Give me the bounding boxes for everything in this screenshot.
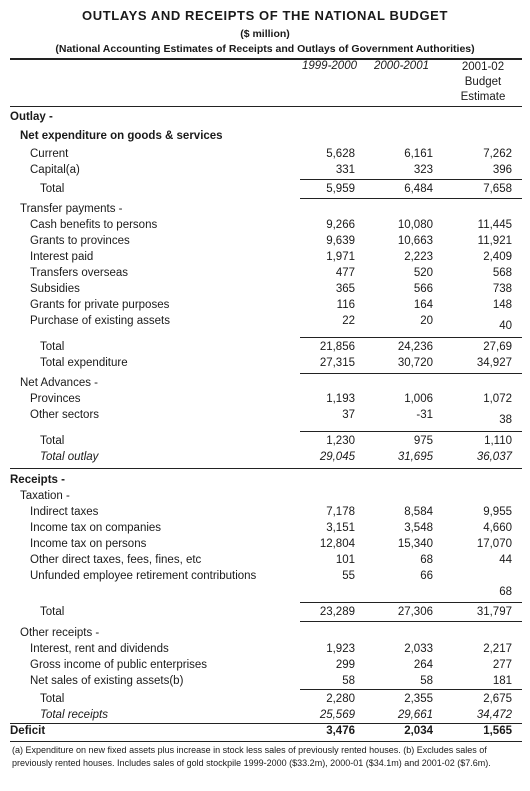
row-value-col2: 3,548	[404, 522, 433, 534]
row-label: Total receipts	[40, 709, 108, 721]
total-rule	[300, 337, 522, 338]
row-value-col2: 323	[413, 164, 433, 176]
table-row	[0, 586, 530, 602]
row-label: Interest paid	[30, 251, 94, 263]
table-row	[0, 451, 530, 467]
column-header-3-line3: Estimate	[460, 91, 506, 103]
table-row	[0, 148, 530, 164]
row-value-col1: 9,639	[326, 235, 355, 247]
row-value-col3: 2,409	[483, 251, 512, 263]
row-value-col3: 11,921	[477, 235, 512, 247]
row-value-col3: 7,658	[483, 183, 512, 195]
row-value-col2: 31,695	[397, 451, 433, 463]
row-label: Income tax on companies	[30, 522, 162, 534]
row-value-col2: 1,006	[404, 393, 433, 405]
row-value-col2: 6,484	[404, 183, 433, 195]
row-label: Other direct taxes, fees, fines, etc	[30, 554, 202, 566]
table-row	[0, 283, 530, 299]
row-value-col2: -31	[416, 409, 433, 421]
row-label: Cash benefits to persons	[30, 219, 158, 231]
row-value-col2: 975	[413, 435, 433, 447]
row-label: Total	[40, 341, 65, 353]
row-value-col2: 2,223	[404, 251, 433, 263]
table-row	[0, 341, 530, 357]
row-value-col3: 34,927	[476, 357, 512, 369]
row-label: Current	[30, 148, 69, 160]
row-value-col2: 20	[420, 315, 433, 327]
row-value-col1: 331	[335, 164, 355, 176]
row-label: Indirect taxes	[30, 506, 99, 518]
header-rule	[10, 58, 522, 60]
row-value-col3: 7,262	[483, 148, 512, 160]
table-row	[0, 251, 530, 267]
row-value-col2: 2,033	[404, 643, 433, 655]
total-rule	[300, 179, 522, 180]
total-rule	[300, 621, 522, 622]
row-label: Grants to provinces	[30, 235, 130, 247]
row-value-col3: 34,472	[476, 709, 512, 721]
row-value-col3: 44	[499, 554, 512, 566]
row-value-col2: 566	[413, 283, 433, 295]
row-label: Total outlay	[40, 451, 99, 463]
row-label: Income tax on persons	[30, 538, 147, 550]
row-label: Capital(a)	[30, 164, 80, 176]
table-row	[0, 554, 530, 570]
row-value-col3: 38	[499, 414, 512, 426]
table-row	[0, 111, 530, 127]
row-value-col1: 27,315	[319, 357, 355, 369]
bottom-rule	[10, 741, 522, 742]
row-value-col3: 1,110	[484, 435, 512, 447]
row-value-col2: 6,161	[404, 148, 433, 160]
header-bottom-rule	[10, 106, 522, 107]
row-value-col2: 164	[413, 299, 433, 311]
row-value-col3: 17,070	[476, 538, 512, 550]
row-value-col3: 1,072	[483, 393, 512, 405]
row-label: Other sectors	[30, 409, 100, 421]
row-label: Transfer payments -	[20, 203, 123, 215]
row-label: Receipts -	[10, 474, 65, 486]
table-row	[0, 538, 530, 554]
row-value-col1: 101	[335, 554, 355, 566]
row-value-col3: 27,69	[483, 341, 512, 353]
row-value-col3: 396	[492, 164, 512, 176]
row-label: Transfers overseas	[30, 267, 128, 279]
row-value-col1: 116	[336, 299, 355, 311]
row-value-col1: 3,151	[326, 522, 355, 534]
section-rule	[10, 468, 522, 469]
footnote: (a) Expenditure on new fixed assets plus increase in stock less sales of previously rented houses. (b) Excludes sales of previously rented houses. Includes sales of gold stockpile 1999-2000 ($33.2m), 2000-01 ($34.1m) and 2001-02 ($7.6m).	[12, 745, 491, 768]
row-value-col1: 5,628	[326, 148, 355, 160]
row-value-col1: 58	[342, 675, 355, 687]
row-value-col1: 55	[342, 570, 355, 582]
row-value-col1: 2,280	[326, 693, 355, 705]
row-label: Grants for private purposes	[30, 299, 170, 311]
row-value-col1: 37	[342, 409, 355, 421]
table-row	[0, 474, 530, 490]
row-value-col2: 24,236	[397, 341, 433, 353]
row-value-col1: 22	[342, 315, 355, 327]
total-rule	[300, 198, 522, 199]
table-row	[0, 506, 530, 522]
row-value-col3: 2,675	[483, 693, 512, 705]
table-row	[0, 320, 530, 336]
row-value-col3: 40	[499, 320, 512, 332]
table-row	[0, 490, 530, 506]
row-label: Net Advances -	[20, 377, 98, 389]
total-rule	[300, 602, 522, 603]
row-label: Total	[40, 183, 65, 195]
row-value-col2: 15,340	[397, 538, 433, 550]
table-title: OUTLAYS AND RECEIPTS OF THE NATIONAL BUDGET	[82, 8, 448, 23]
table-row	[0, 606, 530, 622]
row-label: Unfunded employee retirement contributions	[30, 570, 257, 582]
table-source: (National Accounting Estimates of Receipts and Outlays of Government Authorities)	[55, 43, 475, 55]
table-row	[0, 183, 530, 199]
table-row	[0, 235, 530, 251]
deficit-rule	[10, 723, 522, 724]
row-value-col1: 5,959	[326, 183, 355, 195]
row-label: Provinces	[30, 393, 81, 405]
row-value-col1: 365	[335, 283, 355, 295]
table-row	[0, 377, 530, 393]
table-row	[0, 725, 530, 741]
total-rule	[300, 431, 522, 432]
table-row	[0, 130, 530, 146]
row-value-col1: 9,266	[326, 219, 355, 231]
row-value-col3: 568	[492, 267, 512, 279]
row-label: Interest, rent and dividends	[30, 643, 169, 655]
row-value-col2: 68	[420, 554, 433, 566]
table-row	[0, 299, 530, 315]
row-value-col1: 1,923	[326, 643, 355, 655]
row-label: Net expenditure on goods & services	[20, 130, 223, 142]
row-value-col2: 58	[420, 675, 433, 687]
row-value-col2: 2,355	[404, 693, 433, 705]
row-value-col2: 8,584	[404, 506, 433, 518]
row-value-col3: 1,565	[483, 725, 512, 737]
row-label: Total expenditure	[40, 357, 128, 369]
row-value-col3: 9,955	[483, 506, 512, 518]
table-row	[0, 164, 530, 180]
table-row	[0, 693, 530, 709]
row-label: Net sales of existing assets(b)	[30, 675, 184, 687]
row-value-col1: 29,045	[319, 451, 355, 463]
table-row	[0, 627, 530, 643]
table-row	[0, 414, 530, 430]
row-value-col2: 10,663	[397, 235, 433, 247]
row-label: Taxation -	[20, 490, 70, 502]
table-row	[0, 219, 530, 235]
table-row	[0, 267, 530, 283]
column-header-2: 2000-2001	[374, 60, 429, 72]
column-header-3	[448, 60, 518, 105]
row-value-col2: 10,080	[397, 219, 433, 231]
table-row	[0, 570, 530, 586]
row-value-col1: 21,856	[319, 341, 355, 353]
table-row	[0, 357, 530, 373]
row-value-col3: 36,037	[476, 451, 512, 463]
row-value-col3: 2,217	[483, 643, 512, 655]
row-value-col2: 66	[420, 570, 433, 582]
row-value-col1: 1,971	[326, 251, 355, 263]
table-row	[0, 659, 530, 675]
row-label: Outlay -	[10, 111, 53, 123]
row-value-col3: 11,445	[477, 219, 512, 231]
row-value-col1: 1,230	[326, 435, 355, 447]
row-value-col3: 181	[492, 675, 512, 687]
row-label: Total	[40, 435, 65, 447]
row-label: Total	[40, 606, 65, 618]
row-value-col3: 148	[492, 299, 512, 311]
row-value-col2: 29,661	[397, 709, 433, 721]
row-label: Subsidies	[30, 283, 80, 295]
column-header-3-line1: 2001-02	[461, 61, 505, 73]
table-row	[0, 203, 530, 219]
row-label: Deficit	[10, 725, 46, 737]
row-value-col3: 68	[499, 586, 512, 598]
row-value-col1: 3,476	[326, 725, 355, 737]
row-value-col1: 12,804	[319, 538, 355, 550]
row-value-col1: 23,289	[319, 606, 355, 618]
row-label: Total	[40, 693, 65, 705]
row-label: Other receipts -	[20, 627, 100, 639]
row-label: Purchase of existing assets	[30, 315, 170, 327]
row-value-col1: 25,569	[319, 709, 355, 721]
row-value-col2: 264	[413, 659, 433, 671]
row-value-col2: 2,034	[404, 725, 433, 737]
row-value-col1: 477	[335, 267, 355, 279]
row-value-col2: 30,720	[397, 357, 433, 369]
table-row	[0, 393, 530, 409]
column-header-1: 1999-2000	[302, 60, 357, 72]
table-row	[0, 435, 530, 451]
row-label: Gross income of public enterprises	[30, 659, 208, 671]
row-value-col3: 277	[492, 659, 512, 671]
row-value-col3: 4,660	[483, 522, 512, 534]
row-value-col1: 299	[335, 659, 355, 671]
row-value-col2: 520	[413, 267, 433, 279]
table-row	[0, 643, 530, 659]
row-value-col1: 1,193	[326, 393, 355, 405]
total-rule	[300, 689, 522, 690]
row-value-col1: 7,178	[326, 506, 355, 518]
row-value-col3: 738	[492, 283, 512, 295]
table-row	[0, 522, 530, 538]
row-value-col2: 27,306	[397, 606, 433, 618]
row-value-col3: 31,797	[476, 606, 512, 618]
total-rule	[300, 373, 522, 374]
column-header-3-line2: Budget	[464, 76, 502, 88]
table-units: ($ million)	[240, 28, 290, 40]
